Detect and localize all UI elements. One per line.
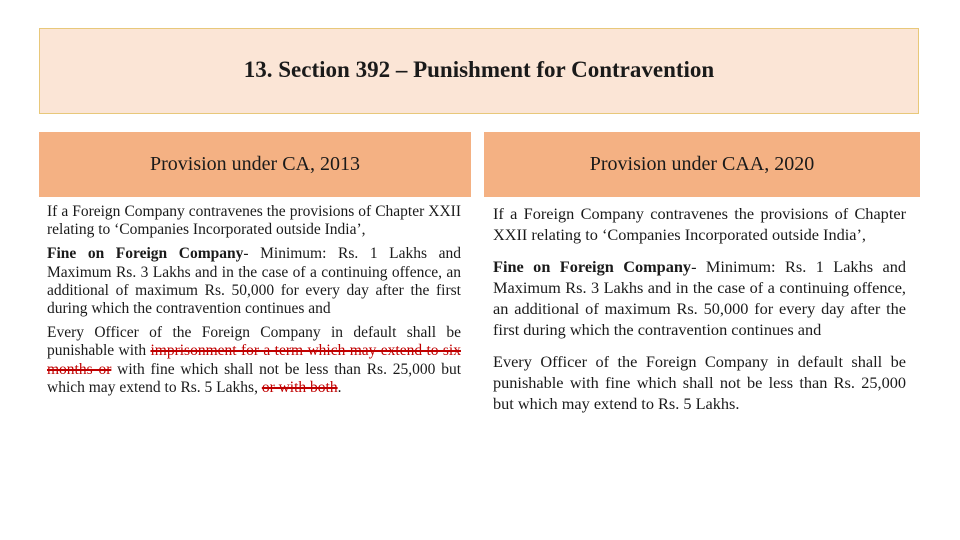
left-paragraph-3-part2: with fine which shall not be less than Rs. 25,000 but which may extend to Rs. 5 Lakhs, — [47, 360, 461, 396]
right-column-body — [493, 203, 906, 415]
left-column-header: Provision under CA, 2013 — [39, 132, 471, 197]
left-paragraph-2-rest: - Minimum: Rs. 1 Lakhs and Maximum Rs. 3 Lakhs and in the case of a continuing offence, an additional of maximum Rs. 50,000 for every day after the first during which the contravention continues and — [47, 245, 461, 318]
slide-title: 13. Section 392 – Punishment for Contravention — [243, 57, 715, 82]
slide-title-box — [39, 28, 919, 114]
right-paragraph-2-rest: - Minimum: Rs. 1 Lakhs and Maximum Rs. 3 Lakhs and in the case of a continuing offence, an additional of maximum Rs. 50,000 for every day after the first during which the contravention continues and — [493, 256, 906, 340]
right-column-header: Provision under CAA, 2020 — [484, 132, 920, 197]
left-paragraph-3-part1: Every Officer of the Foreign Company in default shall be punishable with — [47, 324, 461, 360]
right-paragraph-2-lead: Fine on Foreign Company — [493, 256, 692, 276]
left-paragraph-3-end: . — [337, 378, 342, 396]
right-paragraph-1: If a Foreign Company contravenes the provisions of Chapter XXII relating to ‘Companies Incorporated outside India’, — [493, 204, 906, 245]
left-deleted-text-imprisonment: imprisonment for a term which may extend to six months or — [47, 342, 461, 378]
left-paragraph-1: If a Foreign Company contravenes the provisions of Chapter XXII relating to ‘Companies Incorporated outside India’, — [47, 203, 461, 239]
left-paragraph-2-lead: Fine on Foreign Company — [47, 245, 244, 263]
left-deleted-text-or-with-both: or with both — [261, 378, 338, 396]
left-column-body — [47, 203, 461, 397]
left-paragraph-3 — [47, 324, 461, 397]
right-paragraph-2 — [493, 256, 906, 341]
left-paragraph-2 — [47, 245, 461, 318]
right-paragraph-3: Every Officer of the Foreign Company in default shall be punishable with fine which shall not be less than Rs. 25,000 but which may extend to Rs. 5 Lakhs. — [493, 351, 906, 414]
